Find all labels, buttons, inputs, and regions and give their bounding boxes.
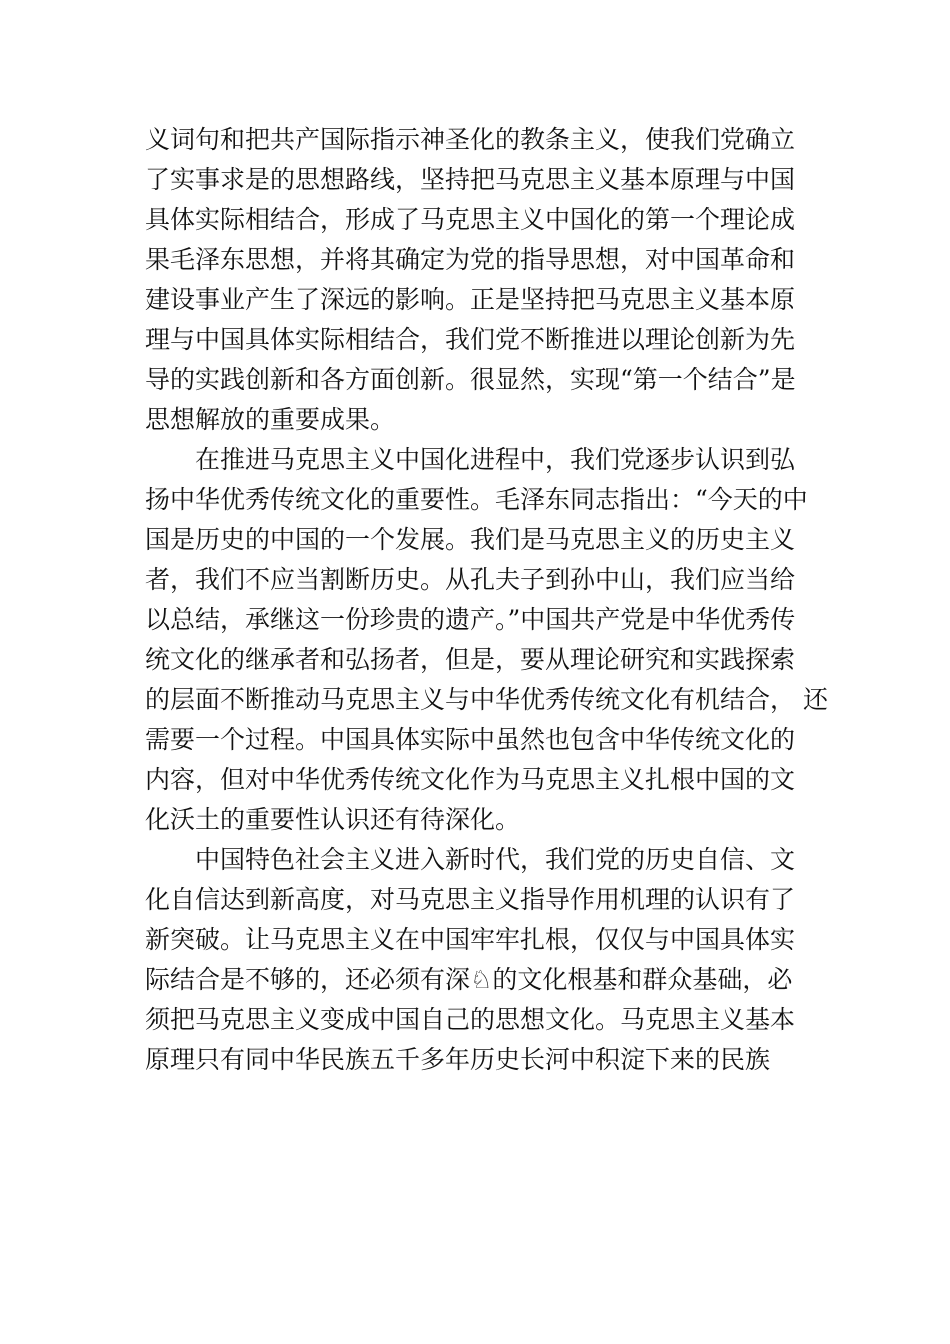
text-line: 理与中国具体实际相结合，我们党不断推进以理论创新为先 [145, 325, 796, 354]
text-line: 以总结，承继这一份珍贵的遗产。”中国共产党是中华优秀传 [145, 605, 796, 634]
text-line: 思想解放的重要成果。 [145, 405, 396, 434]
text-line: 具体实际相结合，形成了马克思主义中国化的第一个理论成 [145, 205, 796, 234]
text-line: 果毛泽东思想，并将其确定为党的指导思想，对中国革命和 [145, 245, 796, 274]
text-line: 的层面不断推动马克思主义与中华优秀传统文化有机结合， 还 [145, 685, 828, 714]
text-line: 新突破。让马克思主义在中国牢牢扎根，仅仅与中国具体实 [145, 925, 796, 954]
paragraph-1 [145, 120, 825, 440]
text-line: 化自信达到新高度，对马克思主义指导作用机理的认识有了 [145, 885, 796, 914]
text-line: 原理只有同中华民族五千多年历史长河中积淀下来的民族 [145, 1045, 771, 1074]
paragraph-2 [145, 440, 828, 840]
text-line: 国是历史的中国的一个发展。我们是马克思主义的历史主义 [145, 525, 796, 554]
text-line: 际结合是不够的，还必须有深♘的文化根基和群众基础，必 [145, 965, 793, 994]
text-line: 需要一个过程。中国具体实际中虽然也包含中华传统文化的 [145, 725, 796, 754]
text-line: 建设事业产生了深远的影响。正是坚持把马克思主义基本原 [145, 285, 796, 314]
text-line: 扬中华优秀传统文化的重要性。毛泽东同志指出：“今天的中 [145, 485, 808, 514]
text-line: 须把马克思主义变成中国自己的思想文化。马克思主义基本 [145, 1005, 796, 1034]
text-line: 者，我们不应当割断历史。从孔夫子到孙中山，我们应当给 [145, 565, 796, 594]
text-line: 内容，但对中华优秀传统文化作为马克思主义扎根中国的文 [145, 765, 796, 794]
text-line: 中国特色社会主义进入新时代，我们党的历史自信、文 [195, 845, 796, 874]
text-line: 在推进马克思主义中国化进程中，我们党逐步认识到弘 [195, 445, 796, 474]
paragraph-3 [145, 840, 825, 1080]
text-line: 了实事求是的思想路线，坚持把马克思主义基本原理与中国 [145, 165, 796, 194]
document-body [145, 120, 828, 1080]
text-line: 义词句和把共产国际指示神圣化的教条主义，使我们党确立 [145, 125, 796, 154]
text-line: 统文化的继承者和弘扬者，但是，要从理论研究和实践探索 [145, 645, 796, 674]
text-line: 化沃土的重要性认识还有待深化。 [145, 805, 521, 834]
text-line: 导的实践创新和各方面创新。很显然，实现“第一个结合”是 [145, 365, 796, 394]
